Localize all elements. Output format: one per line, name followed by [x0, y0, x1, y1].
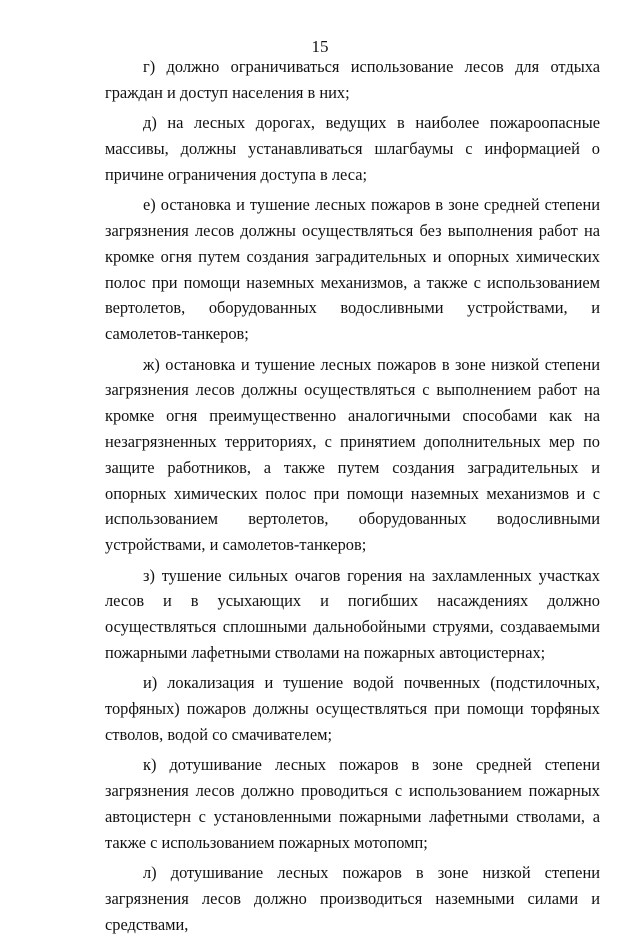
paragraph-e: е) остановка и тушение лесных пожаров в зоне средней степени загрязнения лесов должны осуществляться без выполнения работ на кромке огня путем создания заградительных и опорных химических полос при помощи наземных механизмов, а также с использованием вертолетов, оборудованных водосливными устройствами, и самолетов-танкеров;: [105, 195, 600, 344]
paragraph-zh: ж) остановка и тушение лесных пожаров в зоне низкой степени загрязнения лесов должны осуществляться с выполнением работ на кромке огня преимущественно аналогичными способами как на незагрязненных территориях, с принятием дополнительных мер по защите работников, а также путем создания заградительных и опорных химических полос при помощи наземных механизмов и с использованием вертолетов, оборудованных водосливными устройствами, и самолетов-танкеров;: [105, 354, 600, 555]
paragraph-g: г) должно ограничиваться использование лесов для отдыха граждан и доступ населения в них;: [105, 57, 600, 102]
paragraph-k: к) дотушивание лесных пожаров в зоне средней степени загрязнения лесов должно проводиться с использованием пожарных автоцистерн с установленными пожарными лафетными стволами, а также с использованием пожарных мотопомп;: [105, 755, 600, 852]
page-number: 15: [311, 37, 329, 56]
paragraph-d: д) на лесных дорогах, ведущих в наиболее пожароопасные массивы, должны устанавливаться шлагбаумы с информацией о причине ограничения доступа в леса;: [105, 113, 600, 184]
paragraph-l: л) дотушивание лесных пожаров в зоне низкой степени загрязнения лесов должно производиться наземными силами и средствами,: [105, 863, 600, 934]
document-body: [105, 54, 600, 942]
paragraph-z: з) тушение сильных очагов горения на захламленных участках лесов и в усыхающих и погибших насаждениях должно осуществляться сплошными дальнобойными струями, создаваемыми пожарными лафетными стволами на пожарных автоцистернах;: [105, 565, 600, 662]
paragraph-i: и) локализация и тушение водой почвенных (подстилочных, торфяных) пожаров должны осуществляться при помощи торфяных стволов, водой со смачивателем;: [105, 673, 600, 744]
